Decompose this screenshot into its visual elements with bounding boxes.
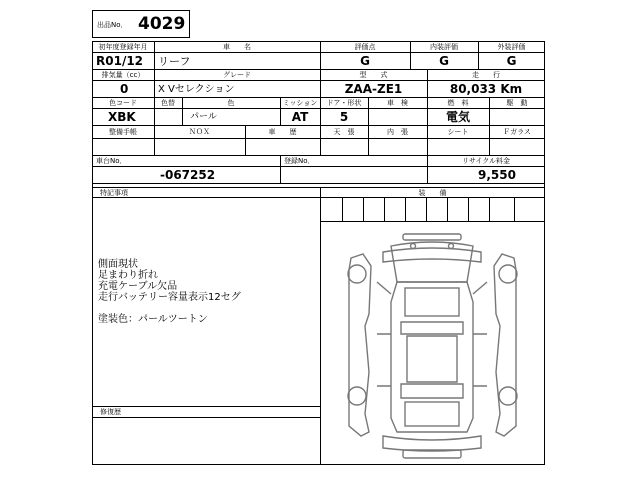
first-registration-value: R01/12 xyxy=(96,54,144,68)
front-glass-header: Ｆガラス xyxy=(503,128,531,136)
transmission-value: AT xyxy=(291,110,309,124)
note-line: 足まわり折れ xyxy=(98,270,158,281)
note-line: 充電ケーブル欠品 xyxy=(98,281,178,292)
interior-lining-header: 内 張 xyxy=(387,128,408,136)
displacement-value: 0 xyxy=(120,82,129,96)
grade-header: グレード xyxy=(223,71,251,79)
note-line: 側面現状 xyxy=(98,259,138,270)
maintenance-header: 整備手帳 xyxy=(109,128,137,136)
history-header: 車 歴 xyxy=(268,128,297,136)
equipment-header: 装 備 xyxy=(418,189,447,197)
notes-text xyxy=(98,259,318,325)
fuel-header: 燃 料 xyxy=(447,99,469,107)
chassis-number-header: 車台No． xyxy=(96,157,127,165)
score-header: 評価点 xyxy=(354,43,376,51)
interior-score-header: 内装評価 xyxy=(430,43,458,51)
note-line xyxy=(98,303,318,314)
color-code-value: XBK xyxy=(108,110,136,124)
repair-history-header: 修復歴 xyxy=(100,408,121,416)
notes-header: 特記事項 xyxy=(100,189,128,197)
model-name-value: リーフ xyxy=(158,55,191,68)
inspection-header: 車 検 xyxy=(387,99,408,107)
interior-score-value: G xyxy=(439,54,449,68)
fuel-value: 電気 xyxy=(445,110,470,124)
grade-value: X Vセレクション xyxy=(158,84,235,95)
color-header: 色 xyxy=(227,99,235,107)
seat-header: シート xyxy=(447,128,469,136)
exterior-score-value: G xyxy=(506,54,517,68)
drive-header: 駆 動 xyxy=(506,99,528,107)
color-change-header: 色替 xyxy=(161,99,175,107)
recycle-fee-header: リサイクル料金 xyxy=(461,157,511,165)
mileage-header: 走 行 xyxy=(472,71,500,79)
model-code-value: ZAA-ZE1 xyxy=(344,82,403,96)
lot-number: 4029 xyxy=(138,14,186,34)
mileage-value: 80,033 Km xyxy=(449,82,523,96)
doors-value: 5 xyxy=(339,110,349,124)
note-line: 走行バッテリー容量表示12セグ xyxy=(98,292,241,303)
note-line: 塗装色：パールツートン xyxy=(98,314,208,325)
lot-label: 出品No． xyxy=(97,21,128,29)
exterior-score-header: 外装評価 xyxy=(497,43,526,51)
recycle-fee-value: 9,550 xyxy=(478,168,516,182)
year-header: 初年度登録年月 xyxy=(98,43,148,51)
lot-number-box xyxy=(92,10,190,38)
sunroof-header: 天 張 xyxy=(333,128,355,136)
transmission-header: ミッション xyxy=(282,99,318,107)
chassis-number-value: -067252 xyxy=(160,168,216,182)
car-damage-diagram xyxy=(321,222,544,464)
color-value: パール xyxy=(190,112,217,122)
score-value: G xyxy=(360,54,370,68)
nox-header: ＮＯＸ xyxy=(189,128,210,136)
model-code-header: 型 式 xyxy=(359,71,388,79)
color-code-header: 色コード xyxy=(109,99,137,107)
registration-number-header: 登録No． xyxy=(284,157,315,165)
displacement-header: 排気量（cc） xyxy=(101,71,145,79)
model-name-header: 車 名 xyxy=(223,43,251,51)
doors-header: ドア・形状 xyxy=(326,99,362,107)
